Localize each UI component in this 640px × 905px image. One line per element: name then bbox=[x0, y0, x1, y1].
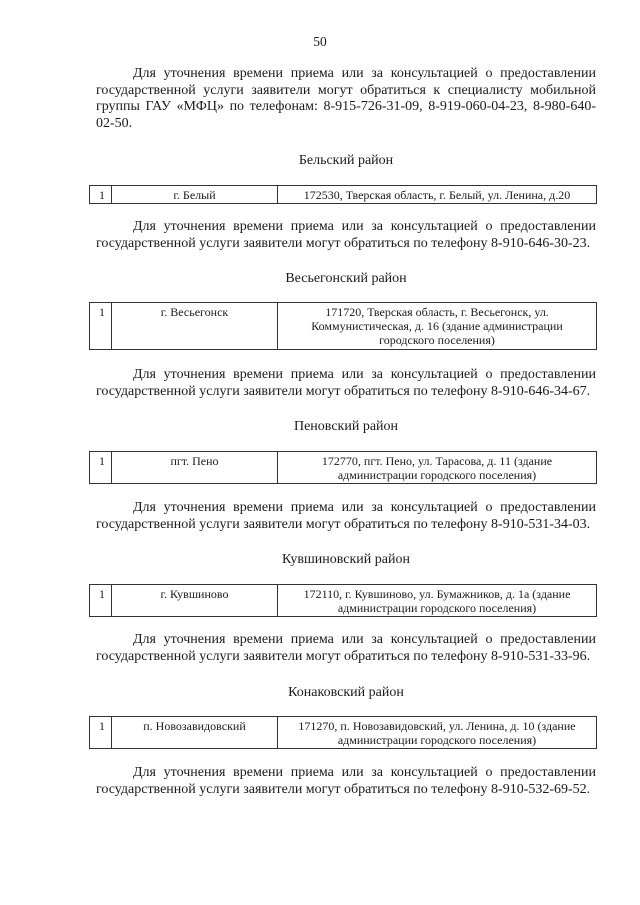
note-paragraph-vesyegonsk bbox=[96, 367, 596, 400]
note-paragraph-kuvshinovo bbox=[96, 632, 596, 665]
row-address: 172110, г. Кувшиново, ул. Бумажников, д. 1а (здание администрации городского поселения) bbox=[303, 587, 571, 615]
note-text: Для уточнения времени приема или за консультацией о предоставлении государственной услуги заявители могут обратиться по телефону 8-910-646-34-67. bbox=[96, 367, 596, 399]
note-text: Для уточнения времени приема или за консультацией о предоставлении государственной услуги заявители могут обратиться по телефону 8-910-531-33-96. bbox=[96, 632, 596, 664]
section-heading-kuvshinovo: Кувшиновский район bbox=[282, 552, 410, 567]
table-row-vesyegonsk bbox=[89, 302, 597, 350]
table-row-belsky bbox=[89, 185, 597, 204]
section-heading-konakovo: Конаковский район bbox=[288, 685, 404, 700]
section-heading-belsky: Бельский район bbox=[298, 153, 394, 168]
row-address: 171720, Тверская область, г. Весьегонск, ул. Коммунистическая, д. 16 (здание администрации городского поселения) bbox=[311, 305, 563, 347]
section-heading-penovsky: Пеновский район bbox=[293, 419, 399, 434]
row-number: 1 bbox=[90, 186, 112, 203]
note-text: Для уточнения времени приема или за консультацией о предоставлении государственной услуги заявители могут обратиться по телефону 8-910-532-69-52. bbox=[96, 765, 596, 797]
page-number: 50 bbox=[313, 34, 327, 49]
row-city: г. Кувшиново bbox=[112, 585, 278, 616]
table-row-konakovo bbox=[89, 716, 597, 749]
note-paragraph-penovsky bbox=[96, 500, 596, 533]
row-city: пгт. Пено bbox=[112, 452, 278, 483]
intro-paragraph bbox=[96, 66, 596, 132]
note-paragraph-belsky bbox=[96, 219, 596, 252]
note-paragraph-konakovo bbox=[96, 765, 596, 798]
note-text: Для уточнения времени приема или за консультацией о предоставлении государственной услуги заявители могут обратиться по телефону 8-910-646-30-23. bbox=[96, 219, 596, 251]
note-text: Для уточнения времени приема или за консультацией о предоставлении государственной услуги заявители могут обратиться по телефону 8-910-531-34-03. bbox=[96, 500, 596, 532]
row-number: 1 bbox=[90, 303, 112, 349]
intro-paragraph-text: Для уточнения времени приема или за консультацией о предоставлении государственной услуги заявители могут обратиться к специалисту мобильной группы ГАУ «МФЦ» по телефонам: 8-915-726-31-09, 8-919-060-04-23, 8-980-640-02-50. bbox=[96, 66, 596, 131]
row-number: 1 bbox=[90, 585, 112, 616]
row-address: 172770, пгт. Пено, ул. Тарасова, д. 11 (здание администрации городского поселения) bbox=[321, 454, 553, 482]
row-city: г. Весьегонск bbox=[112, 303, 278, 349]
row-address: 172530, Тверская область, г. Белый, ул. Ленина, д.20 bbox=[303, 188, 571, 202]
row-number: 1 bbox=[90, 452, 112, 483]
row-number: 1 bbox=[90, 717, 112, 748]
row-address: 171270, п. Новозавидовский, ул. Ленина, д. 10 (здание администрации городского поселения) bbox=[298, 719, 576, 747]
row-city: п. Новозавидовский bbox=[112, 717, 278, 748]
section-heading-vesyegonsk: Весьегонский район bbox=[285, 271, 407, 286]
table-row-penovsky bbox=[89, 451, 597, 484]
table-row-kuvshinovo bbox=[89, 584, 597, 617]
row-city: г. Белый bbox=[112, 186, 278, 203]
